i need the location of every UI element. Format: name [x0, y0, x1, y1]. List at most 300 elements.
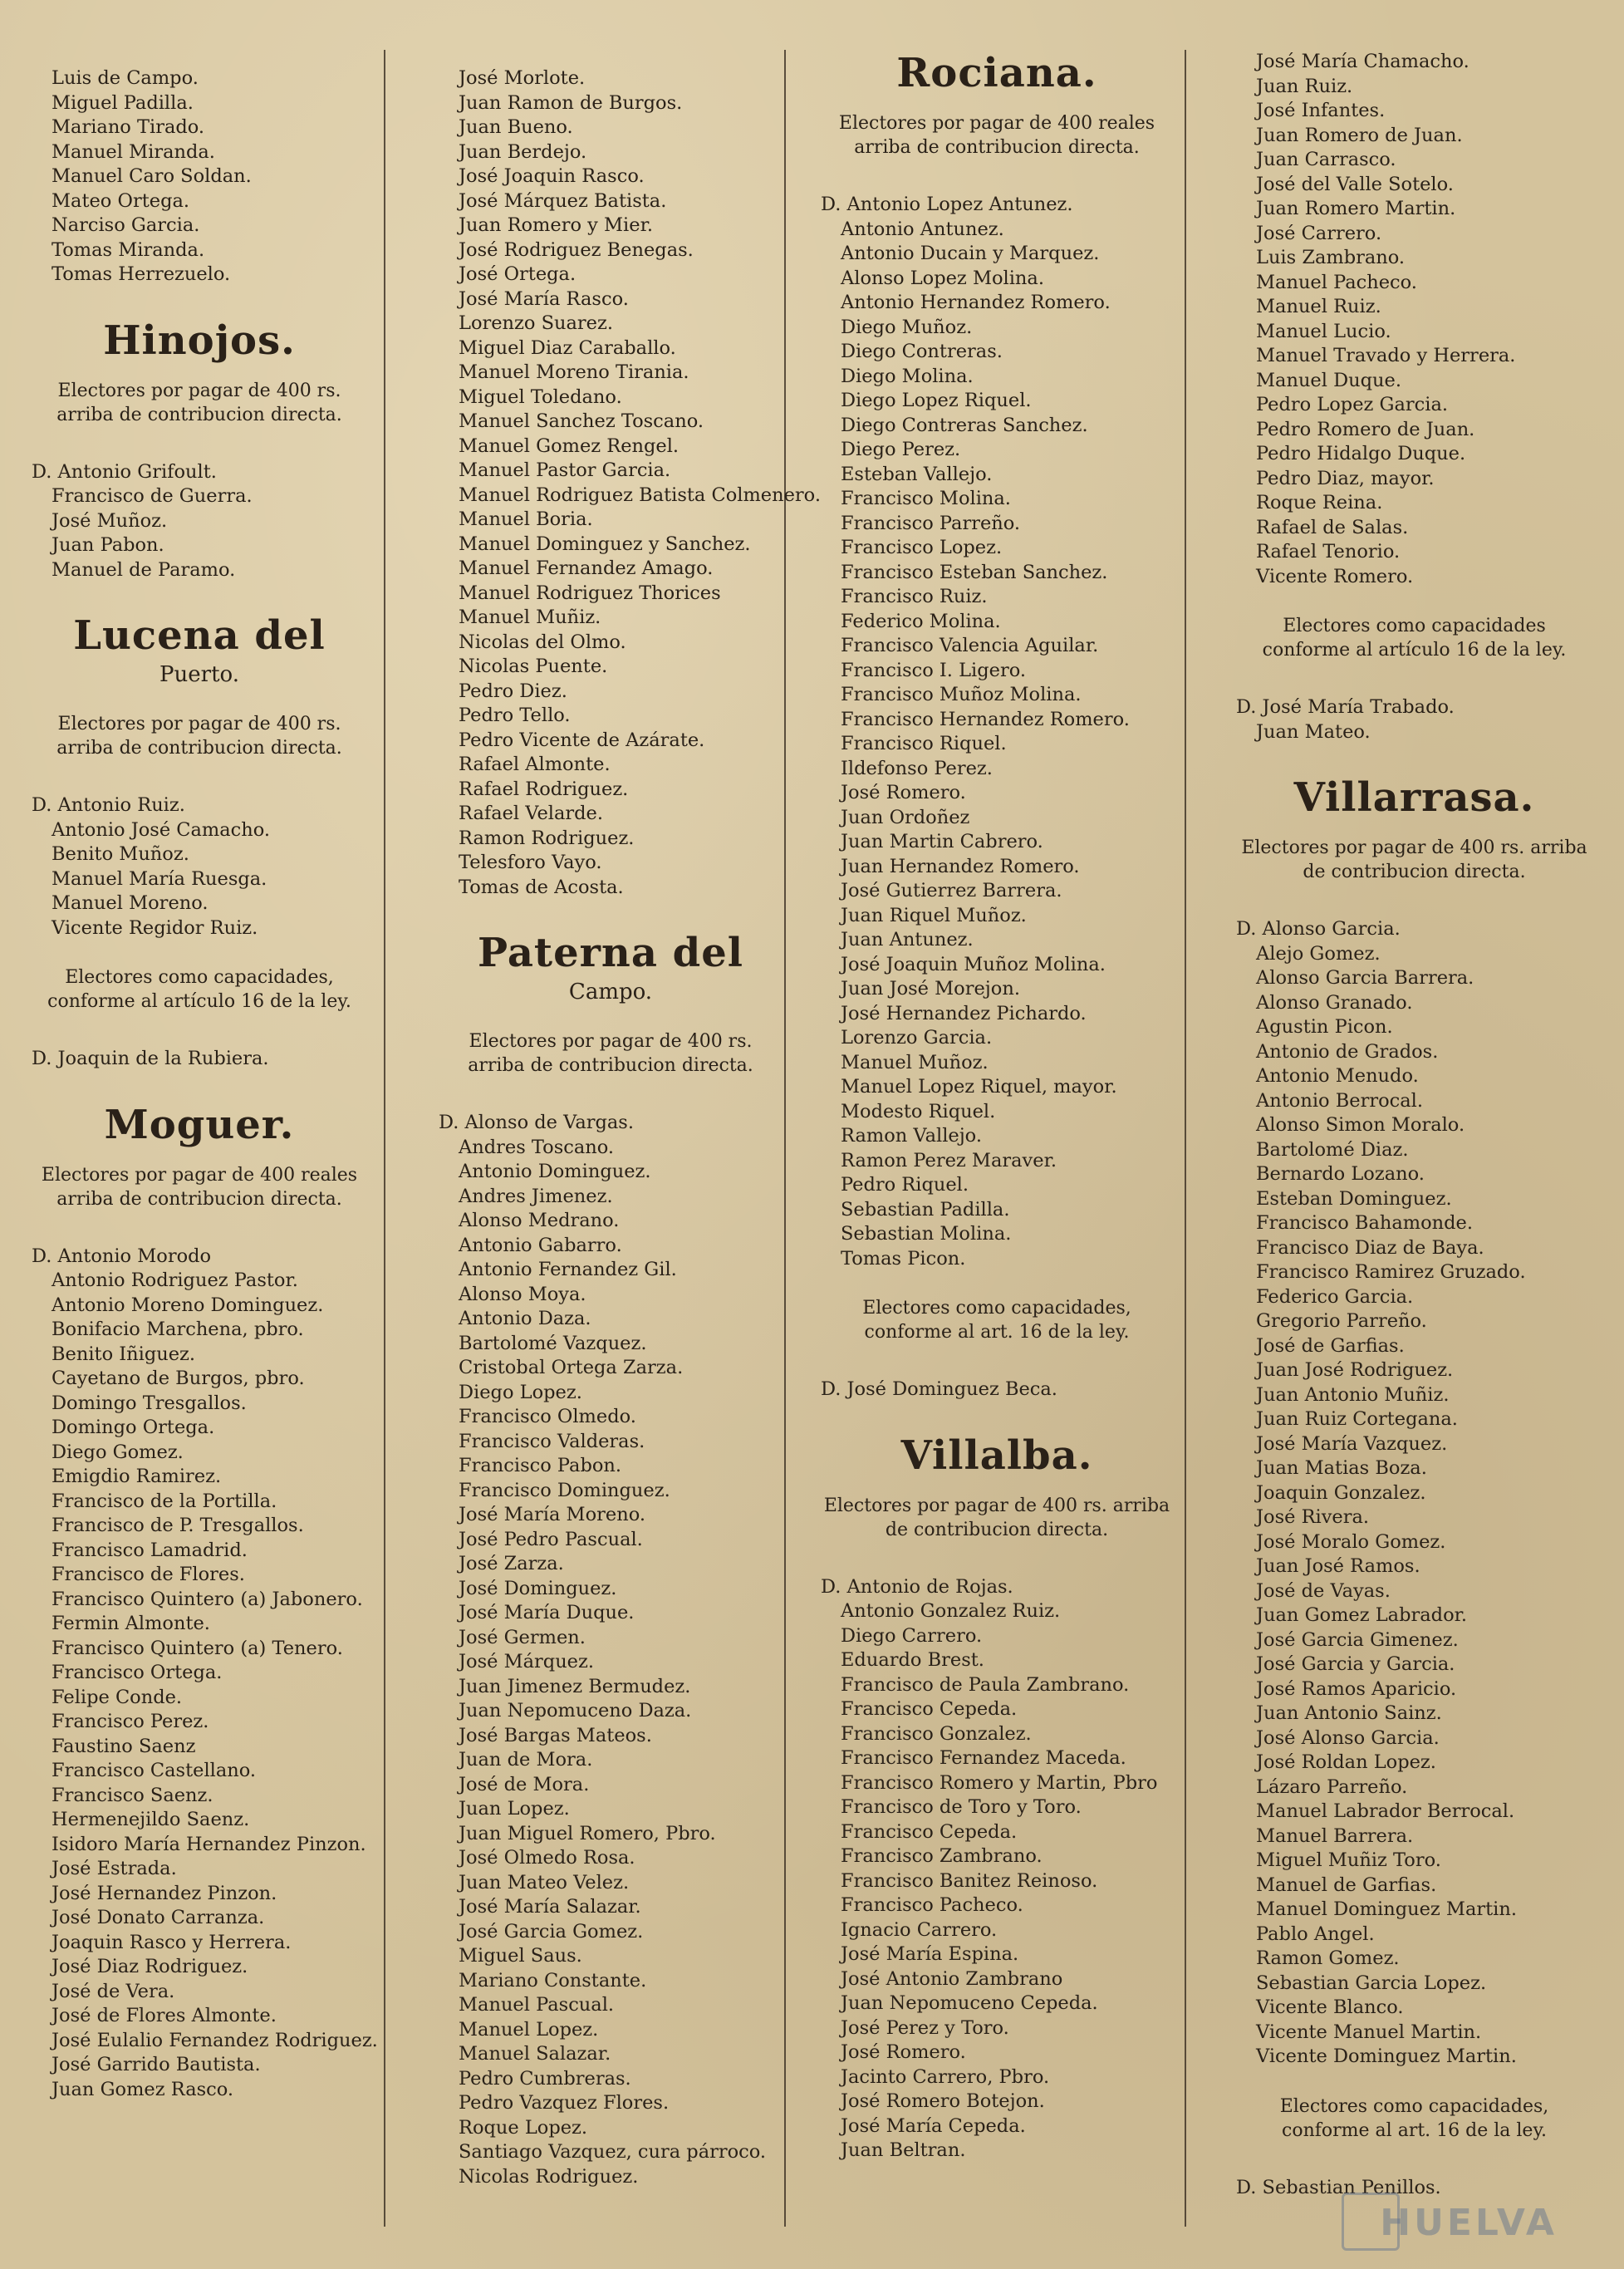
elector-list	[1229, 917, 1599, 2070]
elector-name: D. Alonso Garcia.	[1236, 918, 1401, 940]
elector-name: Miguel Toledano.	[459, 386, 622, 408]
elector-name: Eduardo Brest.	[841, 1649, 984, 1671]
elector-name: Juan Romero de Juan.	[1256, 124, 1463, 146]
elector-name: Sebastian Garcia Lopez.	[1256, 1972, 1487, 1994]
elector-name: Miguel Diaz Caraballo.	[459, 336, 676, 359]
elector-name: Pedro Riquel.	[841, 1174, 969, 1196]
electoral-section	[814, 1432, 1180, 2163]
elector-name: Francisco Valencia Aguilar.	[841, 635, 1099, 656]
elector-name: Narciso Garcia.	[52, 214, 200, 236]
elector-name: José de Flores Almonte.	[52, 2005, 277, 2026]
elector-name: Manuel Lopez Riquel, mayor.	[841, 1076, 1117, 1098]
elector-list	[25, 66, 374, 287]
elector-list	[814, 1378, 1180, 1402]
town-subheading: Puerto.	[159, 662, 239, 687]
elector-name: Francisco Pacheco.	[841, 1894, 1023, 1916]
elector-name: Manuel Duque.	[1256, 369, 1401, 391]
elector-name: José Rodriguez Benegas.	[459, 238, 694, 261]
town-subheading: Campo.	[568, 980, 653, 1004]
elector-name: Ramon Gomez.	[1256, 1947, 1400, 1969]
column-3	[814, 50, 1180, 2188]
elector-name: José Gutierrez Barrera.	[841, 880, 1062, 901]
elector-name: Juan Jimenez Bermudez.	[459, 1675, 691, 1697]
elector-name: Rafael de Salas.	[1256, 516, 1409, 538]
elector-criteria-note: Electores por pagar de 400 reales arriba de contribucion directa.	[838, 113, 1155, 158]
elector-name: Cristobal Ortega Zarza.	[459, 1357, 684, 1378]
elector-name: Juan Ordoñez	[841, 806, 970, 828]
elector-name: Juan Miguel Romero, Pbro.	[459, 1822, 716, 1844]
elector-name: Francisco Muñoz Molina.	[841, 684, 1082, 705]
electoral-section	[25, 1101, 378, 2103]
elector-name: Juan Pabon.	[52, 534, 164, 556]
elector-name: Manuel Gomez Rengel.	[459, 435, 680, 457]
elector-name: Jacinto Carrero, Pbro.	[841, 2065, 1050, 2088]
elector-list	[25, 1245, 378, 2103]
elector-name: Diego Lopez Riquel.	[841, 390, 1032, 411]
elector-name: José Hernandez Pinzon.	[52, 1882, 277, 1904]
elector-name: Manuel Lopez.	[459, 2018, 599, 2041]
elector-name: Tomas Picon.	[841, 1247, 966, 1270]
elector-name: Santiago Vazquez, cura párroco.	[459, 2141, 767, 2163]
elector-name: Francisco Perez.	[52, 1711, 209, 1732]
elector-name: Francisco de Toro y Toro.	[841, 1796, 1082, 1818]
elector-name: José Zarza.	[459, 1553, 564, 1574]
elector-name: Juan de Mora.	[459, 1749, 593, 1771]
elector-name: Lázaro Parreño.	[1256, 1775, 1408, 1798]
elector-name: Juan Matias Boza.	[1256, 1457, 1427, 1479]
electoral-section	[432, 930, 789, 2189]
town-heading: Paterna del	[478, 930, 743, 976]
elector-criteria-note: Electores por pagar de 400 rs. arriba de contribucion directa.	[1241, 837, 1587, 882]
elector-name: Antonio Fernandez Gil.	[459, 1259, 677, 1280]
elector-name: Domingo Ortega.	[52, 1417, 215, 1438]
elector-name: José María Moreno.	[459, 1504, 645, 1525]
elector-name: Rafael Velarde.	[459, 803, 604, 824]
elector-name: Juan Nepomuceno Cepeda.	[841, 1992, 1098, 2014]
elector-name: Esteban Vallejo.	[841, 463, 993, 485]
elector-name: Pedro Hidalgo Duque.	[1256, 443, 1466, 464]
elector-name: Vicente Dominguez Martin.	[1256, 2046, 1517, 2067]
elector-name: Mariano Tirado.	[52, 116, 205, 138]
elector-name: Antonio José Camacho.	[52, 818, 271, 841]
elector-name: Francisco Zambrano.	[841, 1845, 1043, 1867]
elector-name: Francisco Lamadrid.	[52, 1539, 248, 1561]
elector-name: Francisco Bahamonde.	[1256, 1212, 1474, 1234]
elector-name: Pedro Cumbreras.	[459, 2067, 631, 2090]
elector-name: Diego Carrero.	[841, 1624, 983, 1647]
elector-name: Francisco Diaz de Baya.	[1256, 1236, 1484, 1259]
elector-name: Nicolas del Olmo.	[459, 631, 626, 653]
elector-name: Cayetano de Burgos, pbro.	[52, 1368, 305, 1389]
elector-name: Pedro Diaz, mayor.	[1256, 467, 1435, 489]
elector-name: Juan Antonio Sainz.	[1256, 1702, 1442, 1724]
elector-name: Rafael Rodriguez.	[459, 778, 629, 800]
elector-name: Diego Molina.	[841, 365, 974, 387]
elector-name: Manuel Rodriguez Thorices	[459, 582, 721, 604]
elector-name: Francisco Castellano.	[52, 1760, 257, 1781]
elector-name: Tomas de Acosta.	[459, 876, 624, 898]
elector-name: Joaquin Gonzalez.	[1256, 1481, 1426, 1504]
elector-name: Juan Riquel Muñoz.	[841, 904, 1027, 926]
elector-criteria-note: Electores como capacidades conforme al artículo 16 de la ley.	[1262, 616, 1567, 661]
elector-name: Benito Iñiguez.	[52, 1343, 196, 1365]
elector-criteria-note: Electores por pagar de 400 rs. arriba de contribucion directa.	[823, 1495, 1170, 1540]
elector-name: Juan José Morejon.	[841, 978, 1020, 999]
elector-name: Manuel Moreno.	[52, 892, 209, 914]
elector-list	[25, 793, 374, 941]
elector-name: Bonifacio Marchena, pbro.	[52, 1319, 304, 1340]
elector-name: Manuel Pascual.	[459, 1994, 615, 2016]
elector-name: Manuel Miranda.	[52, 140, 215, 163]
elector-name: Miguel Padilla.	[52, 91, 194, 114]
elector-name: D. Joaquin de la Rubiera.	[32, 1048, 269, 1069]
elector-name: Tomas Herrezuelo.	[52, 263, 231, 285]
elector-name: José Romero.	[841, 782, 966, 803]
elector-name: Telesforo Vayo.	[459, 852, 602, 873]
town-heading: Lucena del	[73, 612, 326, 659]
electoral-section	[1229, 774, 1599, 2200]
elector-name: Francisco de P. Tresgallos.	[52, 1515, 304, 1536]
elector-name: Federico Garcia.	[1256, 1285, 1414, 1308]
elector-name: Francisco de Guerra.	[52, 485, 253, 507]
elector-name: Francisco Romero y Martin, Pbro	[841, 1771, 1158, 1794]
elector-name: Manuel Moreno Tirania.	[459, 361, 689, 383]
elector-name: Antonio Gabarro.	[459, 1234, 622, 1256]
elector-name: Francisco Parreño.	[841, 512, 1021, 534]
elector-name: Juan Lopez.	[459, 1798, 570, 1820]
elector-name: Sebastian Padilla.	[841, 1198, 1010, 1220]
elector-name: José Garrido Bautista.	[52, 2054, 261, 2075]
elector-name: Antonio de Grados.	[1256, 1040, 1439, 1063]
elector-name: Francisco Molina.	[841, 488, 1011, 509]
elector-name: Manuel Barrera.	[1256, 1825, 1414, 1847]
elector-name: Juan Ruiz Cortegana.	[1256, 1408, 1458, 1430]
elector-name: Juan Gomez Rasco.	[52, 2078, 234, 2100]
elector-name: Andres Jimenez.	[459, 1185, 613, 1207]
electoral-section	[432, 66, 821, 900]
elector-name: Juan Romero Martin.	[1256, 198, 1456, 219]
elector-name: Vicente Regidor Ruiz.	[52, 916, 258, 939]
elector-name: Francisco Pabon.	[459, 1455, 622, 1476]
elector-list	[814, 193, 1180, 1271]
elector-name: Roque Reina.	[1256, 492, 1383, 513]
elector-name: Roque Lopez.	[459, 2116, 588, 2139]
elector-name: Manuel Travado y Herrera.	[1256, 345, 1516, 366]
elector-list	[25, 1047, 374, 1072]
elector-name: Pedro Vicente de Azárate.	[459, 729, 705, 751]
elector-name: Francisco de Flores.	[52, 1564, 245, 1585]
elector-name: Ramon Vallejo.	[841, 1125, 982, 1147]
elector-name: Isidoro María Hernandez Pinzon.	[52, 1833, 366, 1855]
column-2	[432, 66, 821, 2214]
elector-name: José María Salazar.	[459, 1896, 641, 1918]
elector-name: Diego Contreras Sanchez.	[841, 414, 1088, 436]
elector-name: Vicente Manuel Martin.	[1256, 2021, 1482, 2043]
elector-name: Miguel Saus.	[459, 1945, 582, 1967]
elector-name: José Diaz Rodriguez.	[52, 1956, 248, 1977]
archive-watermark: HUELVA	[1380, 2202, 1558, 2244]
elector-name: Juan Gomez Labrador.	[1256, 1604, 1468, 1626]
elector-name: José Olmedo Rosa.	[459, 1847, 635, 1869]
elector-name: José Roldan Lopez.	[1256, 1751, 1436, 1773]
elector-name: Luis de Campo.	[52, 67, 199, 89]
elector-name: D. José María Trabado.	[1236, 696, 1455, 718]
elector-list	[25, 460, 374, 583]
elector-name: Antonio Dominguez.	[459, 1161, 651, 1182]
elector-name: Francisco Cepeda.	[841, 1698, 1018, 1720]
column-1	[25, 66, 378, 2127]
elector-name: Bartolomé Vazquez.	[459, 1332, 647, 1354]
elector-name: Francisco Quintero (a) Tenero.	[52, 1637, 343, 1659]
elector-name: Lorenzo Suarez.	[459, 312, 613, 334]
elector-name: Ildefonso Perez.	[841, 757, 993, 779]
elector-name: Manuel Dominguez y Sanchez.	[459, 533, 751, 555]
elector-name: D. Antonio Ruiz.	[32, 794, 185, 816]
elector-name: Francisco Banitez Reinoso.	[841, 1869, 1098, 1892]
elector-name: Francisco Quintero (a) Jabonero.	[52, 1588, 363, 1610]
elector-name: Nicolas Puente.	[459, 656, 608, 677]
elector-name: Antonio Ducain y Marquez.	[841, 243, 1100, 264]
elector-name: Juan Romero y Mier.	[459, 214, 654, 236]
elector-name: Juan José Ramos.	[1256, 1555, 1420, 1577]
elector-name: Diego Gomez.	[52, 1441, 184, 1463]
elector-name: Domingo Tresgallos.	[52, 1392, 247, 1414]
elector-name: Alonso Lopez Molina.	[841, 267, 1044, 289]
column-rule	[384, 50, 385, 2227]
elector-name: Francisco Esteban Sanchez.	[841, 561, 1108, 583]
elector-name: Emigdio Ramirez.	[52, 1466, 222, 1487]
elector-name: Vicente Romero.	[1256, 565, 1414, 587]
elector-name: Francisco Gonzalez.	[841, 1722, 1032, 1745]
elector-name: Alonso Medrano.	[459, 1210, 620, 1231]
elector-name: Juan Mateo Velez.	[459, 1871, 630, 1893]
elector-name: Ignacio Carrero.	[841, 1918, 998, 1941]
elector-name: Manuel Salazar.	[459, 2043, 611, 2065]
elector-name: D. Antonio Lopez Antunez.	[821, 194, 1073, 215]
elector-name: José Joaquin Muñoz Molina.	[841, 953, 1106, 975]
electoral-section	[814, 50, 1180, 1402]
elector-name: Antonio Berrocal.	[1256, 1089, 1423, 1112]
elector-name: José del Valle Sotelo.	[1256, 173, 1454, 195]
elector-name: Juan Beltran.	[841, 2139, 966, 2161]
elector-name: Juan Martin Cabrero.	[841, 831, 1043, 852]
elector-criteria-note: Electores como capacidades, conforme al art. 16 de la ley.	[862, 1298, 1131, 1343]
elector-name: Antonio Menudo.	[1256, 1065, 1419, 1087]
elector-name: Francisco Valderas.	[459, 1430, 645, 1452]
elector-name: José Dominguez.	[459, 1577, 617, 1599]
elector-name: Manuel de Garfias.	[1256, 1874, 1437, 1896]
elector-name: Gregorio Parreño.	[1256, 1310, 1427, 1332]
elector-name: José María Espina.	[841, 1943, 1019, 1965]
elector-name: Sebastian Molina.	[841, 1223, 1012, 1245]
elector-name: José Perez y Toro.	[841, 2016, 1009, 2039]
elector-name: Manuel Fernandez Amago.	[459, 557, 714, 579]
elector-name: José Bargas Mateos.	[459, 1724, 652, 1746]
elector-name: José Estrada.	[52, 1858, 177, 1879]
elector-criteria-note: Electores como capacidades, conforme al art. 16 de la ley.	[1279, 2095, 1549, 2141]
elector-name: Juan Hernandez Romero.	[841, 855, 1080, 877]
elector-name: José Eulalio Fernandez Rodriguez.	[52, 2029, 378, 2051]
elector-name: Juan Bueno.	[459, 116, 573, 138]
elector-name: Francisco Cepeda.	[841, 1820, 1018, 1843]
elector-name: Diego Muñoz.	[841, 316, 973, 338]
elector-name: D. Antonio Morodo	[32, 1245, 212, 1267]
elector-name: José Romero.	[841, 2041, 966, 2063]
elector-name: Manuel Ruiz.	[1256, 296, 1381, 317]
elector-criteria-note: Electores por pagar de 400 rs. arriba de contribucion directa.	[468, 1031, 753, 1076]
elector-name: Diego Lopez.	[459, 1381, 582, 1403]
elector-name: Juan Ramon de Burgos.	[459, 91, 683, 114]
elector-name: José María Chamacho.	[1256, 51, 1469, 72]
elector-name: Pedro Lopez Garcia.	[1256, 394, 1449, 415]
elector-name: Manuel Caro Soldan.	[52, 165, 252, 187]
elector-name: José Garcia Gomez.	[459, 1920, 644, 1942]
elector-name: Alonso Garcia Barrera.	[1256, 967, 1474, 989]
elector-name: José Márquez.	[459, 1651, 595, 1672]
elector-name: Faustino Saenz	[52, 1735, 196, 1757]
electoral-section	[25, 612, 374, 1072]
elector-name: Francisco Hernandez Romero.	[841, 708, 1130, 730]
elector-name: Manuel Boria.	[459, 508, 593, 530]
elector-criteria-note: Electores por pagar de 400 reales arriba de contribucion directa.	[41, 1164, 358, 1210]
elector-list	[1229, 50, 1599, 589]
town-heading: Hinojos.	[103, 317, 296, 364]
elector-name: Pedro Diez.	[459, 680, 567, 702]
elector-list	[1229, 695, 1599, 744]
elector-name: Alonso Granado.	[1256, 991, 1413, 1014]
elector-name: José Antonio Zambrano	[841, 1967, 1063, 1990]
elector-name: Manuel Pastor Garcia.	[459, 459, 671, 481]
elector-name: Fermin Almonte.	[52, 1613, 210, 1634]
elector-name: Modesto Riquel.	[841, 1100, 996, 1122]
elector-name: José Ortega.	[459, 263, 576, 285]
elector-name: Antonio Moreno Dominguez.	[52, 1294, 324, 1316]
elector-name: Francisco Olmedo.	[459, 1406, 636, 1427]
elector-name: José Germen.	[459, 1626, 586, 1648]
elector-name: Francisco Dominguez.	[459, 1479, 670, 1501]
elector-name: Pedro Vazquez Flores.	[459, 2092, 670, 2114]
column-4	[1229, 50, 1599, 2225]
elector-name: Mateo Ortega.	[52, 189, 190, 212]
elector-list	[1229, 2176, 1599, 2201]
elector-name: Antonio Daza.	[459, 1308, 591, 1329]
electoral-section	[1229, 50, 1599, 744]
elector-name: José Carrero.	[1256, 222, 1382, 244]
elector-name: José Infantes.	[1256, 100, 1386, 121]
elector-name: José Moralo Gomez.	[1256, 1530, 1446, 1553]
elector-name: Manuel Muñoz.	[841, 1051, 989, 1073]
elector-list	[814, 1575, 1180, 2163]
elector-name: Francisco de Paula Zambrano.	[841, 1673, 1130, 1696]
elector-name: Antonio Hernandez Romero.	[841, 292, 1111, 313]
elector-name: José Donato Carranza.	[52, 1907, 265, 1928]
elector-name: Mariano Constante.	[459, 1969, 647, 1992]
town-heading: Villalba.	[900, 1432, 1093, 1479]
elector-name: José Pedro Pascual.	[459, 1528, 643, 1550]
elector-list	[432, 66, 821, 900]
elector-name: Manuel de Paramo.	[52, 558, 236, 581]
elector-name: Juan Nepomuceno Daza.	[459, 1700, 692, 1721]
elector-name: Ramon Rodriguez.	[459, 827, 635, 849]
column-rule	[1185, 50, 1186, 2227]
elector-name: Juan Berdejo.	[459, 140, 587, 163]
elector-name: Manuel Rodriguez Batista Colmenero.	[459, 484, 821, 506]
elector-name: Manuel Muñiz.	[459, 607, 601, 628]
elector-name: Rafael Tenorio.	[1256, 541, 1401, 562]
elector-criteria-note: Electores por pagar de 400 rs. arriba de contribucion directa.	[56, 380, 342, 425]
elector-name: Francisco I. Ligero.	[841, 659, 1027, 681]
elector-name: Alonso Moya.	[459, 1283, 586, 1305]
elector-name: Pablo Angel.	[1256, 1923, 1375, 1945]
elector-name: Joaquin Rasco y Herrera.	[52, 1931, 292, 1953]
elector-name: Rafael Almonte.	[459, 754, 611, 775]
electoral-section	[25, 317, 374, 583]
elector-name: Bernardo Lozano.	[1256, 1163, 1425, 1185]
town-heading: Villarrasa.	[1293, 774, 1535, 821]
elector-name: Juan Carrasco.	[1256, 149, 1396, 170]
elector-name: Hermenejildo Saenz.	[52, 1809, 250, 1830]
elector-name: Diego Perez.	[841, 439, 961, 460]
elector-name: Manuel María Ruesga.	[52, 867, 267, 890]
elector-name: José Joaquin Rasco.	[459, 165, 645, 187]
elector-name: Manuel Lucio.	[1256, 320, 1391, 342]
elector-name: Francisco Riquel.	[841, 733, 1007, 754]
elector-name: Antonio Rodriguez Pastor.	[52, 1270, 298, 1291]
elector-name: Francisco Saenz.	[52, 1784, 213, 1806]
elector-name: José Garcia Gimenez.	[1256, 1628, 1459, 1651]
elector-name: Ramon Perez Maraver.	[841, 1149, 1057, 1171]
elector-name: Manuel Sanchez Toscano.	[459, 410, 704, 432]
elector-name: Alonso Simon Moralo.	[1256, 1114, 1465, 1136]
elector-name: D. Sebastian Penillos.	[1236, 2176, 1441, 2198]
elector-name: José Morlote.	[459, 67, 586, 89]
elector-name: Esteban Dominguez.	[1256, 1187, 1452, 1210]
elector-name: José Hernandez Pichardo.	[841, 1002, 1087, 1024]
elector-name: José María Rasco.	[459, 287, 629, 310]
elector-name: Juan Ruiz.	[1256, 75, 1353, 97]
elector-name: Francisco Ortega.	[52, 1662, 223, 1683]
elector-name: Andres Toscano.	[459, 1136, 615, 1158]
elector-name: Juan Mateo.	[1256, 720, 1371, 743]
elector-name: D. Antonio Grifoult.	[32, 460, 217, 483]
elector-name: José de Mora.	[459, 1773, 590, 1795]
elector-name: José Garcia y Garcia.	[1256, 1653, 1455, 1675]
elector-name: José Ramos Aparicio.	[1256, 1677, 1457, 1700]
elector-name: Lorenzo Garcia.	[841, 1027, 993, 1049]
elector-name: Francisco de la Portilla.	[52, 1490, 277, 1512]
elector-name: Felipe Conde.	[52, 1686, 183, 1708]
elector-name: Pedro Tello.	[459, 705, 571, 726]
elector-name: Pedro Romero de Juan.	[1256, 418, 1475, 440]
town-heading: Rociana.	[896, 50, 1097, 96]
elector-name: Francisco Lopez.	[841, 537, 1003, 558]
elector-name: Tomas Miranda.	[52, 238, 205, 261]
elector-name: Francisco Fernandez Maceda.	[841, 1747, 1126, 1769]
elector-name: Agustin Picon.	[1256, 1016, 1393, 1038]
elector-name: Luis Zambrano.	[1256, 247, 1406, 268]
elector-name: Francisco Ruiz.	[841, 586, 988, 607]
elector-name: José de Garfias.	[1256, 1334, 1405, 1357]
elector-name: Diego Contreras.	[841, 341, 1003, 362]
elector-name: Alejo Gomez.	[1256, 942, 1381, 965]
elector-name: D. Alonso de Vargas.	[439, 1112, 635, 1133]
elector-name: José Alonso Garcia.	[1256, 1726, 1440, 1749]
elector-name: Juan Antunez.	[841, 929, 974, 950]
elector-name: José María Vazquez.	[1256, 1432, 1448, 1455]
elector-name: Bartolomé Diaz.	[1256, 1138, 1409, 1161]
elector-name: Federico Molina.	[841, 610, 1001, 632]
elector-name: Antonio Gonzalez Ruiz.	[841, 1600, 1061, 1622]
